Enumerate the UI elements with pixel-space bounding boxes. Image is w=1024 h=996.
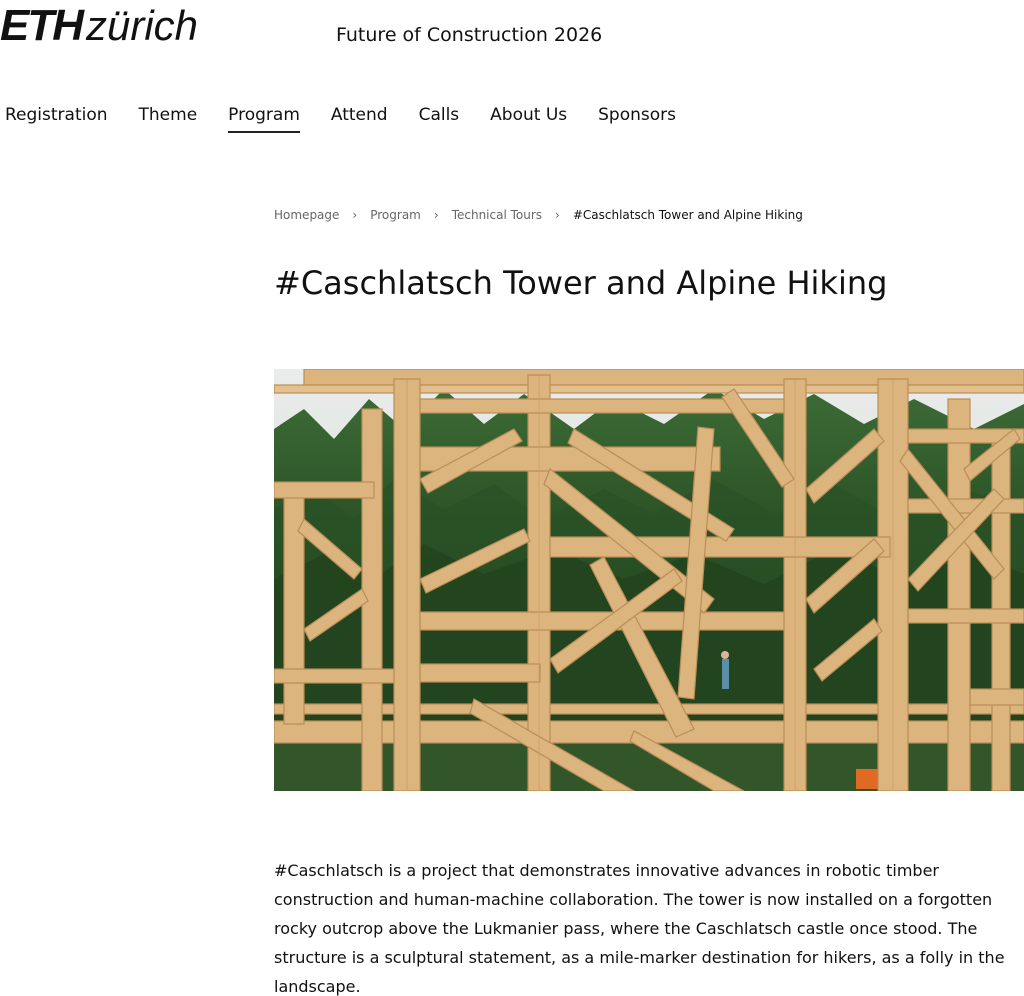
breadcrumb-homepage[interactable]: Homepage bbox=[274, 208, 340, 222]
eth-zurich-logo[interactable] bbox=[0, 2, 198, 48]
nav-item-program[interactable]: Program bbox=[228, 105, 300, 133]
timber-tower-photo bbox=[274, 369, 1024, 791]
nav-item-registration[interactable]: Registration bbox=[5, 105, 108, 125]
breadcrumb-program[interactable]: Program bbox=[370, 208, 421, 222]
nav-item-attend[interactable]: Attend bbox=[330, 105, 388, 125]
site-title[interactable]: Future of Construction 2026 bbox=[336, 24, 603, 46]
nav-item-calls[interactable]: Calls bbox=[418, 105, 460, 125]
nav-item-about-us[interactable]: About Us bbox=[490, 105, 568, 125]
logo-eth-text: ETH bbox=[0, 1, 82, 50]
breadcrumb-current: #Caschlatsch Tower and Alpine Hiking bbox=[572, 208, 803, 222]
logo-zurich-text: zürich bbox=[86, 2, 199, 49]
breadcrumb bbox=[274, 208, 803, 222]
chevron-right-icon: › bbox=[555, 208, 560, 222]
page-body-text: #Caschlatsch is a project that demonstrates innovative advances in robotic timber construction and human-machine collaboration. The tower is now installed on a forgotten rocky outcrop above the Lukmanier pass, where the Caschlatsch castle once stood. The structure is a sculptural statement, as a mile-marker destination for hikers, as a folly in the landscape. bbox=[274, 861, 1005, 996]
nav-item-sponsors[interactable]: Sponsors bbox=[598, 105, 677, 125]
timber-tower-illustration bbox=[274, 369, 1024, 791]
page-title: #Caschlatsch Tower and Alpine Hiking bbox=[274, 264, 888, 302]
nav-item-theme[interactable]: Theme bbox=[138, 105, 198, 125]
chevron-right-icon: › bbox=[352, 208, 358, 222]
main-nav bbox=[5, 105, 707, 133]
chevron-right-icon: › bbox=[433, 208, 439, 222]
breadcrumb-technical-tours[interactable]: Technical Tours bbox=[451, 208, 543, 222]
